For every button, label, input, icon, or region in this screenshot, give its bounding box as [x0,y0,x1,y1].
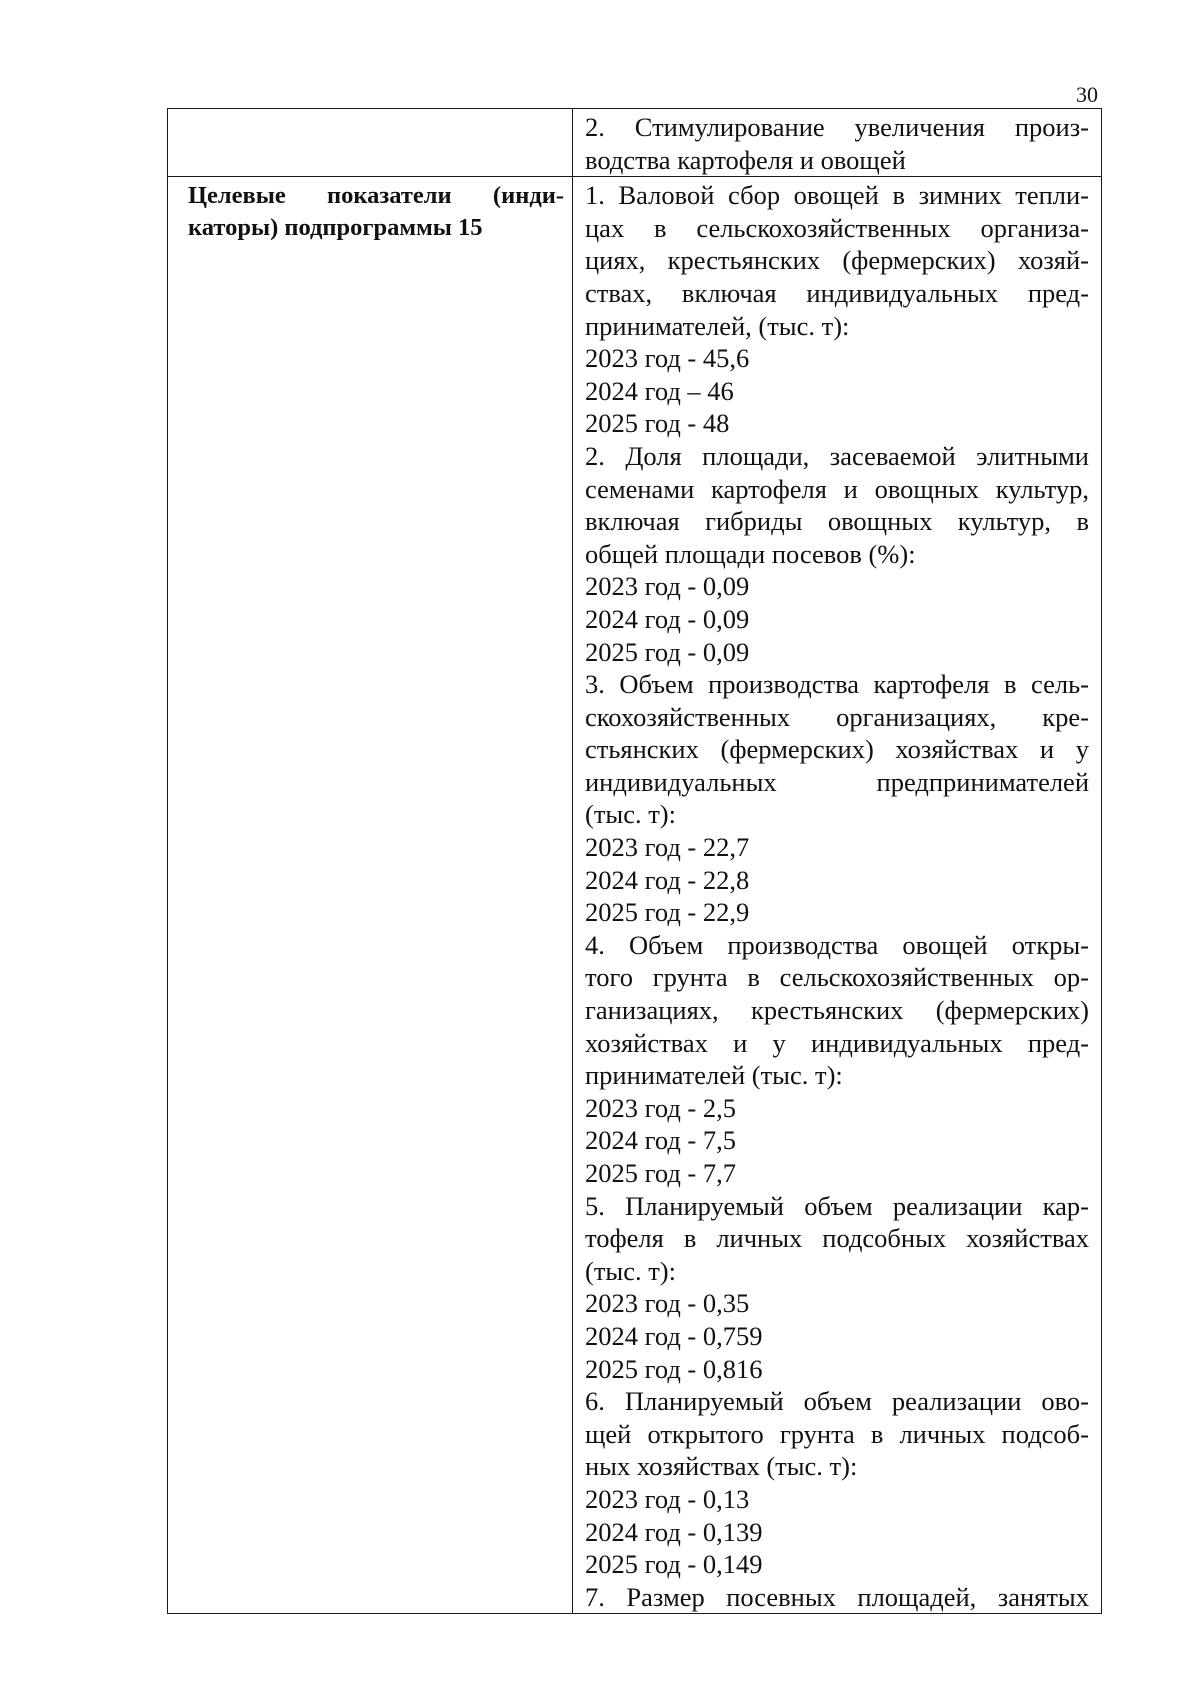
indicator-title-line: хозяйствах и у индивидуальных пред- [585,1027,1089,1058]
indicator-value: 2025 год - 7,7 [585,1158,737,1188]
empty-label [168,109,572,112]
indicator-value: 2023 год - 22,7 [585,832,750,863]
indicator-value: 2024 год - 0,09 [585,603,750,634]
indicator-title-line: принимателей (тыс. т): [585,1060,843,1091]
page-number: 30 [1076,82,1098,107]
indicator-value: 2025 год - 48 [585,408,730,439]
indicator-title-line: цах в сельскохозяйственных организа- [585,212,1089,243]
task-line: 2. Стимулирование увеличения произ- [585,112,1089,142]
indicator-title-line: скохозяйственных организациях, кре- [585,701,1089,732]
indicator-item [585,440,1089,668]
indicator-value: 2023 год - 0,13 [585,1483,750,1514]
indicator-value: 2024 год - 22,8 [585,864,750,895]
indicator-value: 2024 год - 7,5 [585,1125,737,1156]
empty-label-cell [168,109,573,177]
indicator-value: 2025 год - 0,816 [585,1353,763,1384]
subprogram-passport-table [167,108,1102,1614]
indicator-value: 2023 год - 2,5 [585,1092,737,1123]
indicator-title-line: (тыс. т): [585,799,676,830]
indicator-title-line: 4. Объем производства овощей откры- [585,929,1089,960]
indicator-title-line: циях, крестьянских (фермерских) хозяй- [585,245,1089,276]
indicator-title-line: тофеля в личных подсобных хозяйствах [585,1223,1089,1254]
indicator-title-line: 5. Планируемый объем реализации кар- [585,1190,1089,1221]
indicator-item [585,668,1089,929]
indicator-item [585,929,1089,1190]
indicator-title-line: семенами картофеля и овощных культур, [585,473,1089,504]
indicator-title-line: ганизациях, крестьянских (фермерских) [585,995,1089,1026]
indicator-title-line: стьянских (фермерских) хозяйствах и у [585,734,1089,765]
indicator-title-line: 2. Доля площади, засеваемой элитными [585,440,1089,471]
indicator-title-line: того грунта в сельскохозяйственных ор- [585,962,1089,993]
label-line: каторы) подпрограммы 15 [188,214,483,242]
indicators-label-cell [168,177,573,1614]
indicator-title-line: 3. Объем производства картофеля в сель- [585,669,1089,700]
table-row-tasks [168,109,1102,177]
indicators-list [573,177,1101,1613]
indicator-title-line: 1. Валовой сбор овощей в зимних тепли- [585,180,1089,211]
indicator-value: 2024 год - 0,759 [585,1320,763,1351]
indicator-item [585,179,1089,440]
indicator-title-line: индивидуальных предпринимателей [585,766,1089,797]
tasks-cell [573,109,1102,177]
indicator-value: 2023 год - 0,35 [585,1288,750,1319]
indicator-value: 2025 год - 0,149 [585,1549,763,1580]
indicator-item [585,1190,1089,1386]
indicator-title-line: ствах, включая индивидуальных пред- [585,277,1089,308]
task-line: водства картофеля и овощей [585,144,906,175]
indicator-value: 2023 год - 45,6 [585,343,750,374]
table-row-indicators [168,177,1102,1614]
indicator-title-line: (тыс. т): [585,1255,676,1286]
indicators-label [168,177,572,244]
indicators-cell [573,177,1102,1614]
indicator-value: 2024 год - 0,139 [585,1516,763,1547]
tasks-text [573,109,1101,176]
indicator-item [585,1385,1089,1581]
indicator-title-line: 6. Планируемый объем реализации ово- [585,1386,1089,1417]
indicator-value: 2025 год - 0,09 [585,636,750,667]
indicator-title-line: принимателей, (тыс. т): [585,310,850,341]
indicator-title-line: ных хозяйствах (тыс. т): [585,1451,858,1482]
indicator-value: 2024 год – 46 [585,375,734,406]
indicator-value: 2023 год - 0,09 [585,571,750,602]
indicator-value: 2025 год - 22,9 [585,897,750,928]
label-line: Целевые показатели (инди- [188,182,564,210]
indicator-title-line: включая гибриды овощных культур, в [585,506,1089,537]
indicator-title-line: щей открытого грунта в личных подсоб- [585,1418,1089,1449]
indicator-title-line: 7. Размер посевных площадей, занятых [585,1581,1089,1612]
indicator-item [585,1581,1089,1614]
indicator-title-line: общей площади посевов (%): [585,538,916,569]
